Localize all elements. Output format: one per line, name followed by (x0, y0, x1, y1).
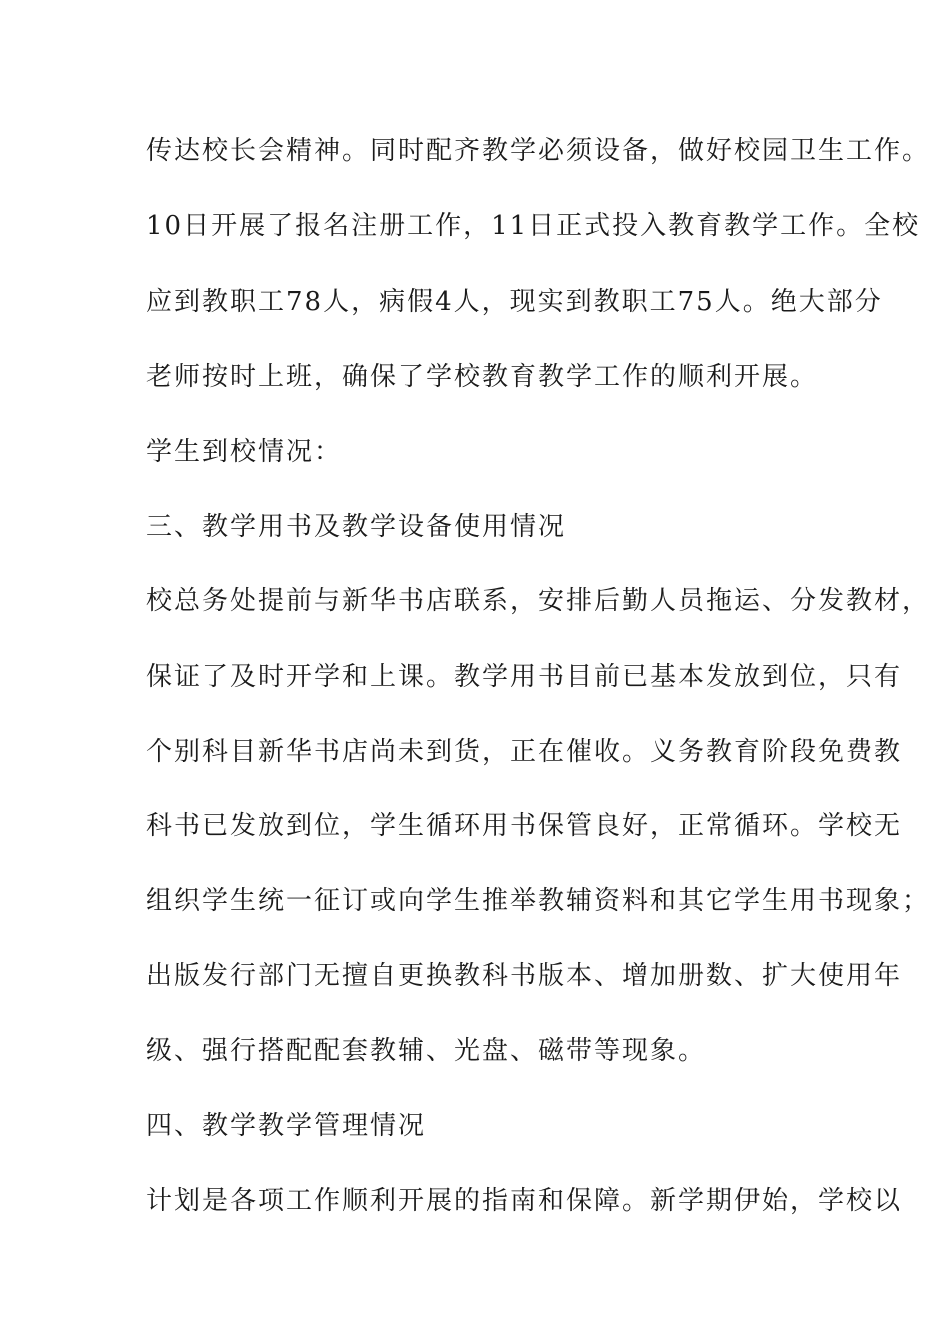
text-line: 计划是各项工作顺利开展的指南和保障。新学期伊始，学校以 (146, 1186, 903, 1216)
text-line: 保证了及时开学和上课。教学用书目前已基本发放到位，只有 (146, 662, 903, 692)
text-line: 级、强行搭配配套教辅、光盘、磁带等现象。 (146, 1036, 707, 1066)
text-line: 应到教职工78人，病假4人，现实到教职工75人。绝大部分 (146, 287, 883, 317)
text-line: 10日开展了报名注册工作，11日正式投入教育教学工作。全校 (146, 211, 921, 241)
text-line: 出版发行部门无擅自更换教科书版本、增加册数、扩大使用年 (146, 961, 903, 991)
section-heading: 四、教学教学管理情况 (146, 1111, 427, 1141)
section-heading: 三、教学用书及教学设备使用情况 (146, 512, 567, 542)
text-line: 科书已发放到位，学生循环用书保管良好，正常循环。学校无 (146, 811, 903, 841)
text-line: 个别科目新华书店尚未到货，正在催收。义务教育阶段免费教 (146, 737, 903, 767)
text-line: 传达校长会精神。同时配齐教学必须设备，做好校园卫生工作。 (146, 136, 931, 166)
text-line: 学生到校情况： (146, 437, 343, 467)
text-line: 老师按时上班，确保了学校教育教学工作的顺利开展。 (146, 362, 819, 392)
text-line: 组织学生统一征订或向学生推举教辅资料和其它学生用书现象； (146, 886, 931, 916)
text-line: 校总务处提前与新华书店联系，安排后勤人员拖运、分发教材， (146, 586, 931, 616)
